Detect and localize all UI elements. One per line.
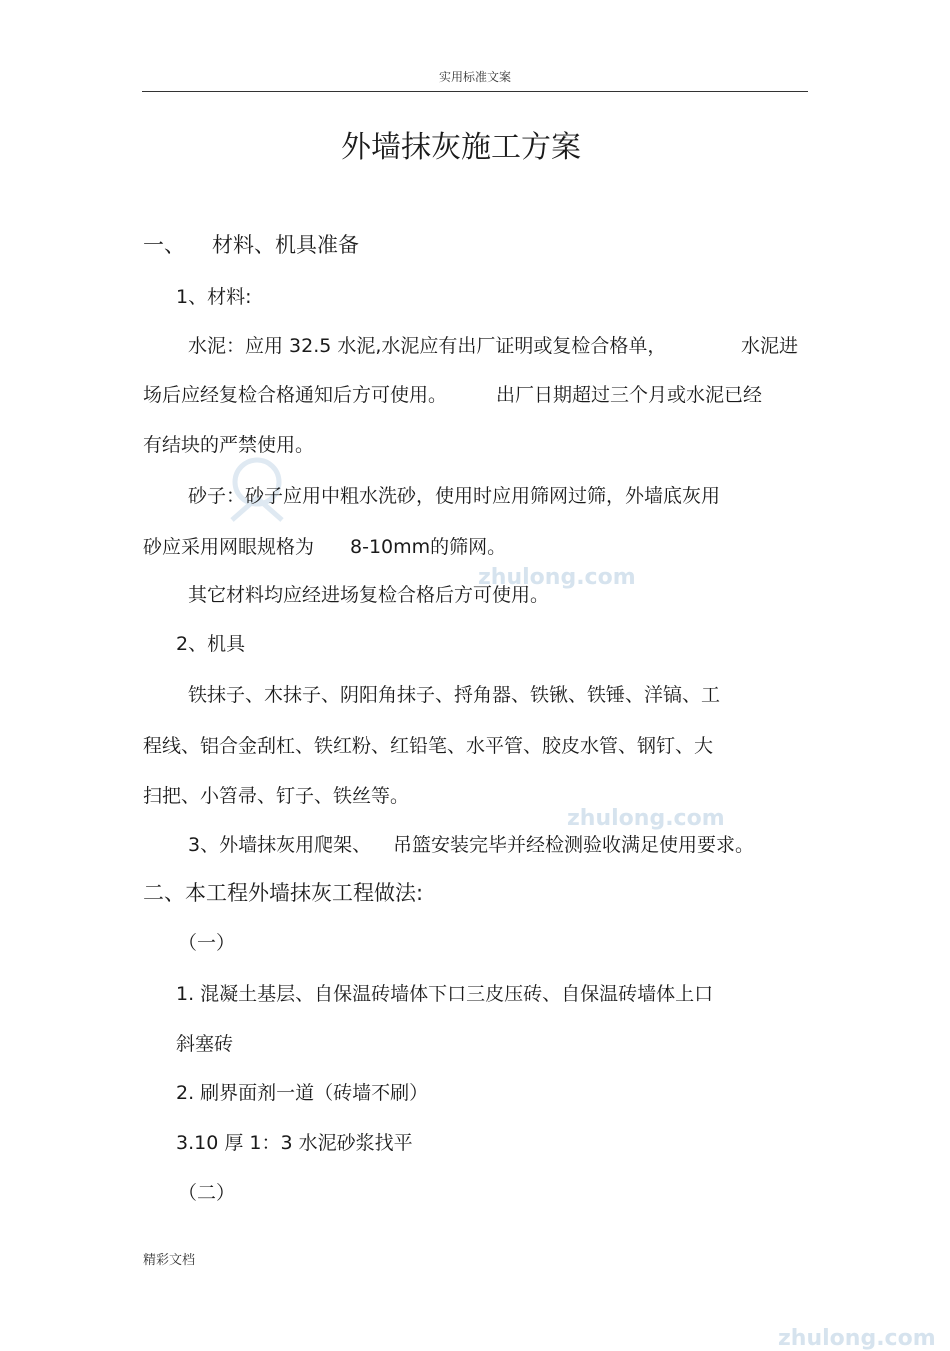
subsection-label: 1、材料:: [176, 286, 252, 308]
paragraph-line: 水泥：应用 32.5 水泥,水泥应有出厂证明或复检合格单，: [188, 335, 667, 357]
paragraph-line: 出厂日期超过三个月或水泥已经: [496, 384, 763, 406]
paragraph-line: 场后应经复检合格通知后方可使用。: [143, 384, 448, 406]
section-number: 一、: [143, 233, 185, 257]
subsection-label: 2、机具: [176, 633, 246, 655]
page-header: 实用标准文案: [438, 70, 511, 84]
header-divider: [142, 91, 808, 92]
section-heading: 材料、机具准备: [212, 233, 359, 257]
paragraph-line: 斜塞砖: [176, 1033, 234, 1055]
paragraph-line: 扫把、小笤帚、钉子、铁丝等。: [143, 785, 410, 807]
paragraph-line: 其它材料均应经进场复检合格后方可使用。: [188, 584, 550, 606]
paragraph-line: 3.10 厚 1：3 水泥砂浆找平: [176, 1132, 413, 1154]
watermark-text: zhulong.com: [567, 806, 725, 831]
paragraph-line: 水泥进: [741, 335, 799, 357]
paragraph-line: 程线、铝合金刮杠、铁红粉、红铅笔、水平管、胶皮水管、钢钉、大: [143, 735, 714, 757]
watermark-text: zhulong.com: [778, 1326, 936, 1351]
page-footer: 精彩文档: [143, 1253, 196, 1268]
subsection-label: （一）: [178, 932, 236, 954]
watermark-text: zhulong.com: [478, 565, 636, 590]
paragraph-line: 2. 刷界面剂一道（砖墙不刷）: [176, 1082, 429, 1104]
paragraph-line: 1. 混凝土基层、自保温砖墙体下口三皮压砖、自保温砖墙体上口: [176, 983, 714, 1005]
paragraph-line: 砂子：砂子应用中粗水洗砂，使用时应用筛网过筛，外墙底灰用: [188, 485, 721, 507]
paragraph-line: 8-10mm的筛网。: [350, 536, 507, 558]
section-heading: 二、本工程外墙抹灰工程做法:: [143, 881, 424, 905]
document-title: 外墙抹灰施工方案: [341, 130, 581, 165]
paragraph-line: 3、外墙抹灰用爬架、: [188, 834, 372, 856]
subsection-label: （二）: [178, 1182, 236, 1204]
paragraph-line: 铁抹子、木抹子、阴阳角抹子、捋角器、铁锹、铁锤、洋镐、工: [188, 684, 721, 706]
paragraph-line: 吊篮安装完毕并经检测验收满足使用要求。: [393, 834, 755, 856]
paragraph-line: 砂应采用网眼规格为: [143, 536, 315, 558]
paragraph-line: 有结块的严禁使用。: [143, 434, 315, 456]
